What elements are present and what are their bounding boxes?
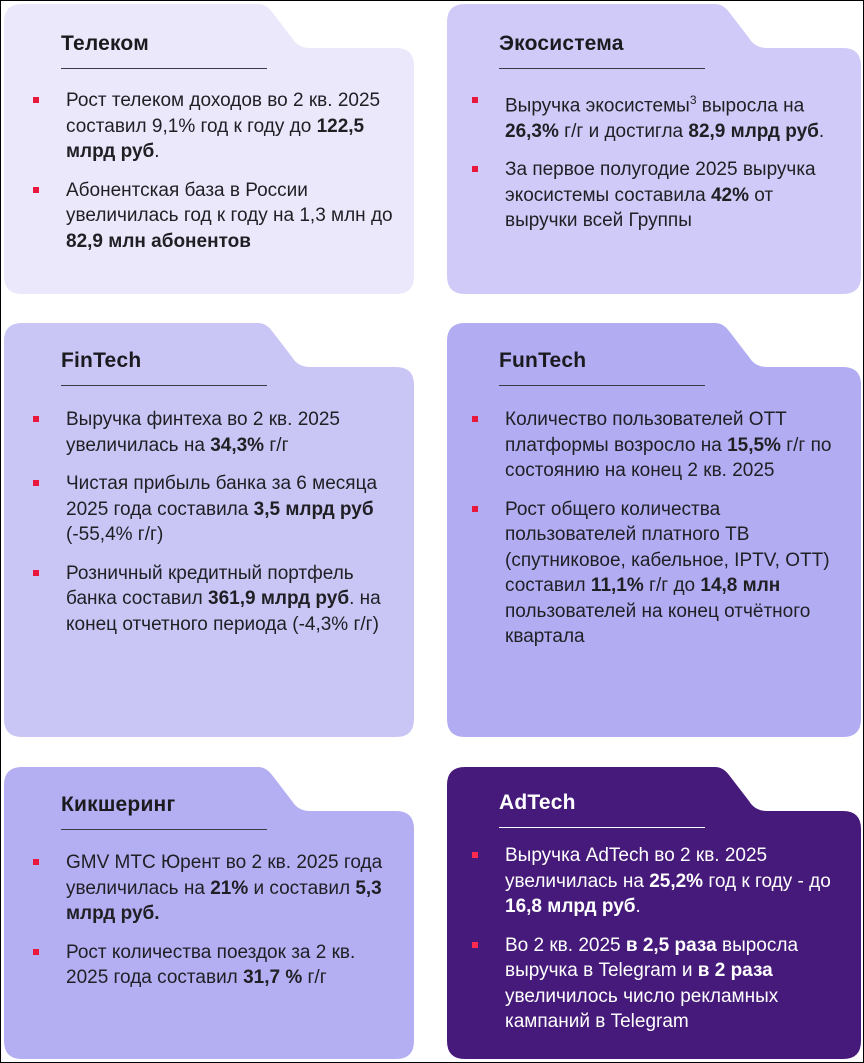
highlight-value: 42%	[710, 184, 749, 206]
bullet-text: увеличилось число рекламных кампаний в Telegram	[505, 985, 779, 1032]
bullet-text: и составил	[248, 877, 356, 899]
funtech-bullet-list	[469, 407, 839, 663]
ecosystem-bullet-item	[469, 157, 845, 234]
footnote-marker: 3	[689, 93, 697, 107]
bullet-text: Во 2 кв. 2025	[505, 934, 626, 956]
fintech-title: FinTech	[61, 349, 142, 372]
bullet-text: год к году - до	[703, 870, 831, 892]
ecosystem-card	[447, 4, 861, 294]
fintech-bullet-item	[30, 407, 396, 458]
bullet-text: г/г и достигла	[558, 120, 689, 142]
highlight-value: 11,1%	[590, 575, 644, 596]
bullet-text: .	[154, 141, 160, 162]
kicksharing-bullet-list	[30, 850, 396, 1004]
fintech-bullet-item	[30, 561, 396, 638]
kicksharing-title-rule	[61, 829, 267, 830]
bullet-text: . на конец отчетного периода (-4,3% г/г)	[66, 588, 381, 635]
ecosystem-bullet-item	[469, 88, 845, 144]
highlight-value: 122,5 млрд руб	[66, 115, 365, 162]
kicksharing-title: Кикшеринг	[61, 793, 176, 816]
adtech-title-rule	[499, 827, 705, 828]
funtech-bullet-item	[469, 407, 839, 484]
ecosystem-title: Экосистема	[499, 32, 624, 55]
bullet-text: Чистая прибыль банка за 6 месяца 2025 года составила	[66, 473, 378, 520]
bullet-text: г/г до	[643, 575, 701, 596]
bullet-text: выросла на	[696, 95, 805, 117]
kicksharing-bullet-item	[30, 850, 396, 927]
kicksharing-bullet-item	[30, 940, 396, 991]
telecom-bullet-item	[30, 178, 396, 255]
highlight-value: 16,8 млрд руб	[505, 896, 636, 917]
fintech-bullet-item	[30, 471, 396, 548]
bullet-text: Выручка экосистемы	[505, 95, 690, 117]
funtech-title: FunTech	[499, 349, 587, 372]
bullet-text: г/г	[264, 434, 289, 456]
highlight-value: 361,9 млрд руб	[208, 588, 350, 609]
bullet-text: .	[635, 896, 641, 917]
highlight-value: 82,9 млн абонентов	[66, 230, 251, 252]
highlight-value: 21%	[210, 877, 249, 899]
bullet-text: Абонентская база в России увеличилась год к году на 1,3 млн до	[66, 179, 393, 226]
fintech-card	[4, 323, 414, 737]
funtech-title-rule	[499, 385, 705, 386]
bullet-text: Выручка AdTech во 2 кв. 2025 увеличилась на	[505, 845, 768, 892]
highlight-value: 31,7 %	[243, 967, 303, 988]
telecom-bullet-list	[30, 88, 396, 267]
highlight-value: 26,3%	[505, 120, 559, 142]
fintech-bullet-list	[30, 407, 396, 650]
bullet-text: г/г	[302, 967, 327, 988]
adtech-card	[447, 767, 861, 1059]
highlight-value: 3,5 млрд руб	[253, 498, 374, 520]
ecosystem-bullet-list	[469, 88, 845, 247]
bullet-text: (-55,4% г/г)	[66, 524, 164, 545]
highlight-value: в 2,5 раза	[625, 934, 717, 956]
bullet-text: GMV МТС Юрент во 2 кв. 2025 года увеличилась на	[66, 852, 383, 899]
adtech-bullet-item	[469, 933, 849, 1035]
highlight-value: 25,2%	[649, 870, 704, 892]
bullet-text: Рост телеком доходов во 2 кв. 2025 составил 9,1% год к году до	[66, 90, 381, 137]
telecom-title: Телеком	[61, 32, 149, 55]
highlight-value: 82,9 млрд руб	[688, 120, 819, 142]
highlight-value: 14,8 млн	[700, 575, 781, 596]
highlight-value: в 2 раза	[697, 960, 773, 981]
bullet-text: выросла выручка в Telegram и	[505, 934, 799, 981]
bullet-text: За первое полугодие 2025 выручка экосистемы составила	[505, 159, 816, 206]
kicksharing-card	[4, 767, 414, 1059]
funtech-bullet-item	[469, 497, 839, 650]
bullet-text: пользователей на конец отчётного квартала	[505, 600, 811, 647]
bullet-text: Количество пользователей OTT платформы возросло на	[505, 409, 787, 456]
bullet-text: .	[818, 120, 825, 142]
highlight-value: 5,3 млрд руб.	[66, 877, 382, 924]
bullet-text: Розничный кредитный портфель банка составил	[66, 562, 354, 609]
bullet-text: г/г по состоянию на конец 2 кв. 2025	[505, 434, 832, 481]
bullet-text: Рост общего количества пользователей платного ТВ (спутниковое, кабельное, IPTV, OTT) составил	[505, 498, 830, 596]
bullet-text: Выручка финтеха во 2 кв. 2025 увеличилась на	[66, 409, 340, 456]
adtech-title: AdTech	[499, 791, 576, 814]
funtech-card	[447, 323, 861, 737]
bullet-text: от выручки всей Группы	[505, 184, 774, 232]
telecom-title-rule	[61, 68, 267, 69]
ecosystem-title-rule	[499, 68, 705, 69]
bullet-text: Рост количества поездок за 2 кв. 2025 года составил	[66, 941, 356, 988]
telecom-card	[4, 4, 414, 294]
fintech-title-rule	[61, 385, 267, 386]
telecom-bullet-item	[30, 88, 396, 165]
adtech-bullet-item	[469, 843, 849, 920]
adtech-bullet-list	[469, 843, 849, 1048]
highlight-value: 15,5%	[727, 434, 781, 456]
highlight-value: 34,3%	[210, 434, 265, 456]
